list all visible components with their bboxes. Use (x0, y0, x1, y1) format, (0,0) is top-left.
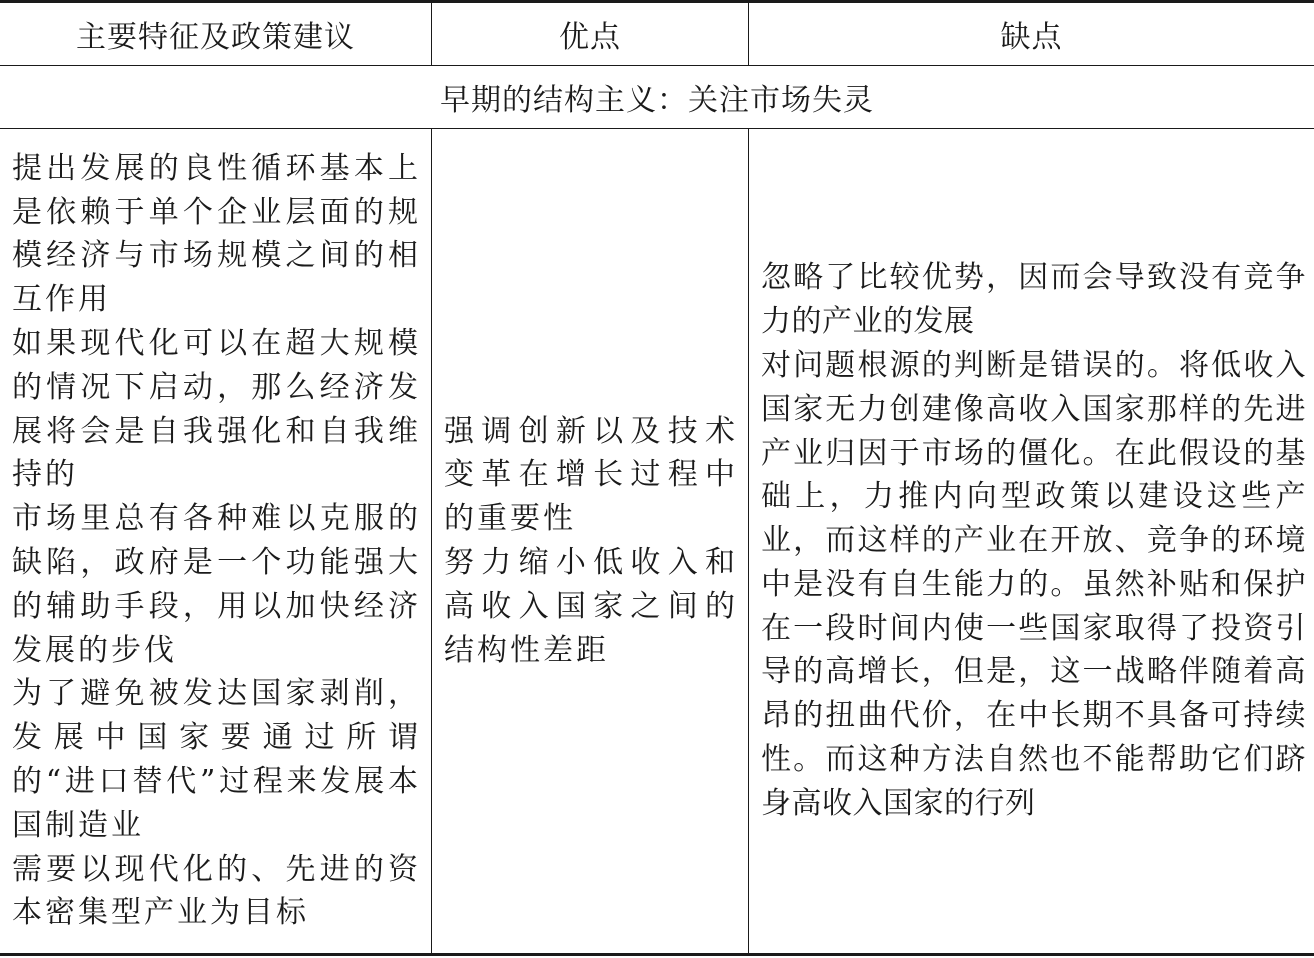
feature-item: 提出发展的良性循环基本上是依赖于单个企业层面的规模经济与市场规模之间的相互作用 (12, 150, 421, 318)
feature-item: 为了避免被发达国家剥削，发展中国家要通过所谓的“进口替代”过程来发展本国制造业 (12, 676, 421, 843)
header-advantages: 优点 (559, 20, 621, 55)
advantage-item: 努力缩小低收入和高收入国家之间的结构性差距 (444, 545, 738, 668)
disadvantage-item: 对问题根源的判断是错误的。将低收入国家无力创建像高收入国家那样的先进产业归因于市场的僵化。在此假设的基础上，力推内向型政策以建设这些产业，而这样的产业在开放、竞争的环境中是没有自生能力的。虽然补贴和保护在一段时间内使一些国家取得了投资引导的高增长，但是，这一战略伴随着高昂的扭曲代价，在中长期不具备可持续性。而这种方法自然也不能帮助它们跻身高收入国家的行列 (761, 347, 1306, 821)
disadvantage-item: 忽略了比较优势，因而会导致没有竞争力的产业的发展 (761, 260, 1306, 340)
feature-item: 需要以现代化的、先进的资本密集型产业为目标 (12, 851, 421, 931)
advantage-item: 强调创新以及技术变革在增长过程中的重要性 (444, 413, 738, 537)
header-features: 主要特征及政策建议 (76, 20, 355, 55)
header-disadvantages: 缺点 (1000, 20, 1063, 55)
features-cell (0, 129, 431, 953)
feature-item: 如果现代化可以在超大规模的情况下启动，那么经济发展将会是自我强化和自我维持的 (12, 326, 421, 493)
feature-item: 市场里总有各种难以克服的缺陷，政府是一个功能强大的辅助手段，用以加快经济发展的步伐 (12, 501, 421, 668)
section-title: 早期的结构主义：关注市场失灵 (440, 83, 874, 118)
advantages-cell (432, 129, 748, 953)
disadvantages-cell (749, 129, 1314, 953)
table-bottom-rule (0, 953, 1314, 956)
